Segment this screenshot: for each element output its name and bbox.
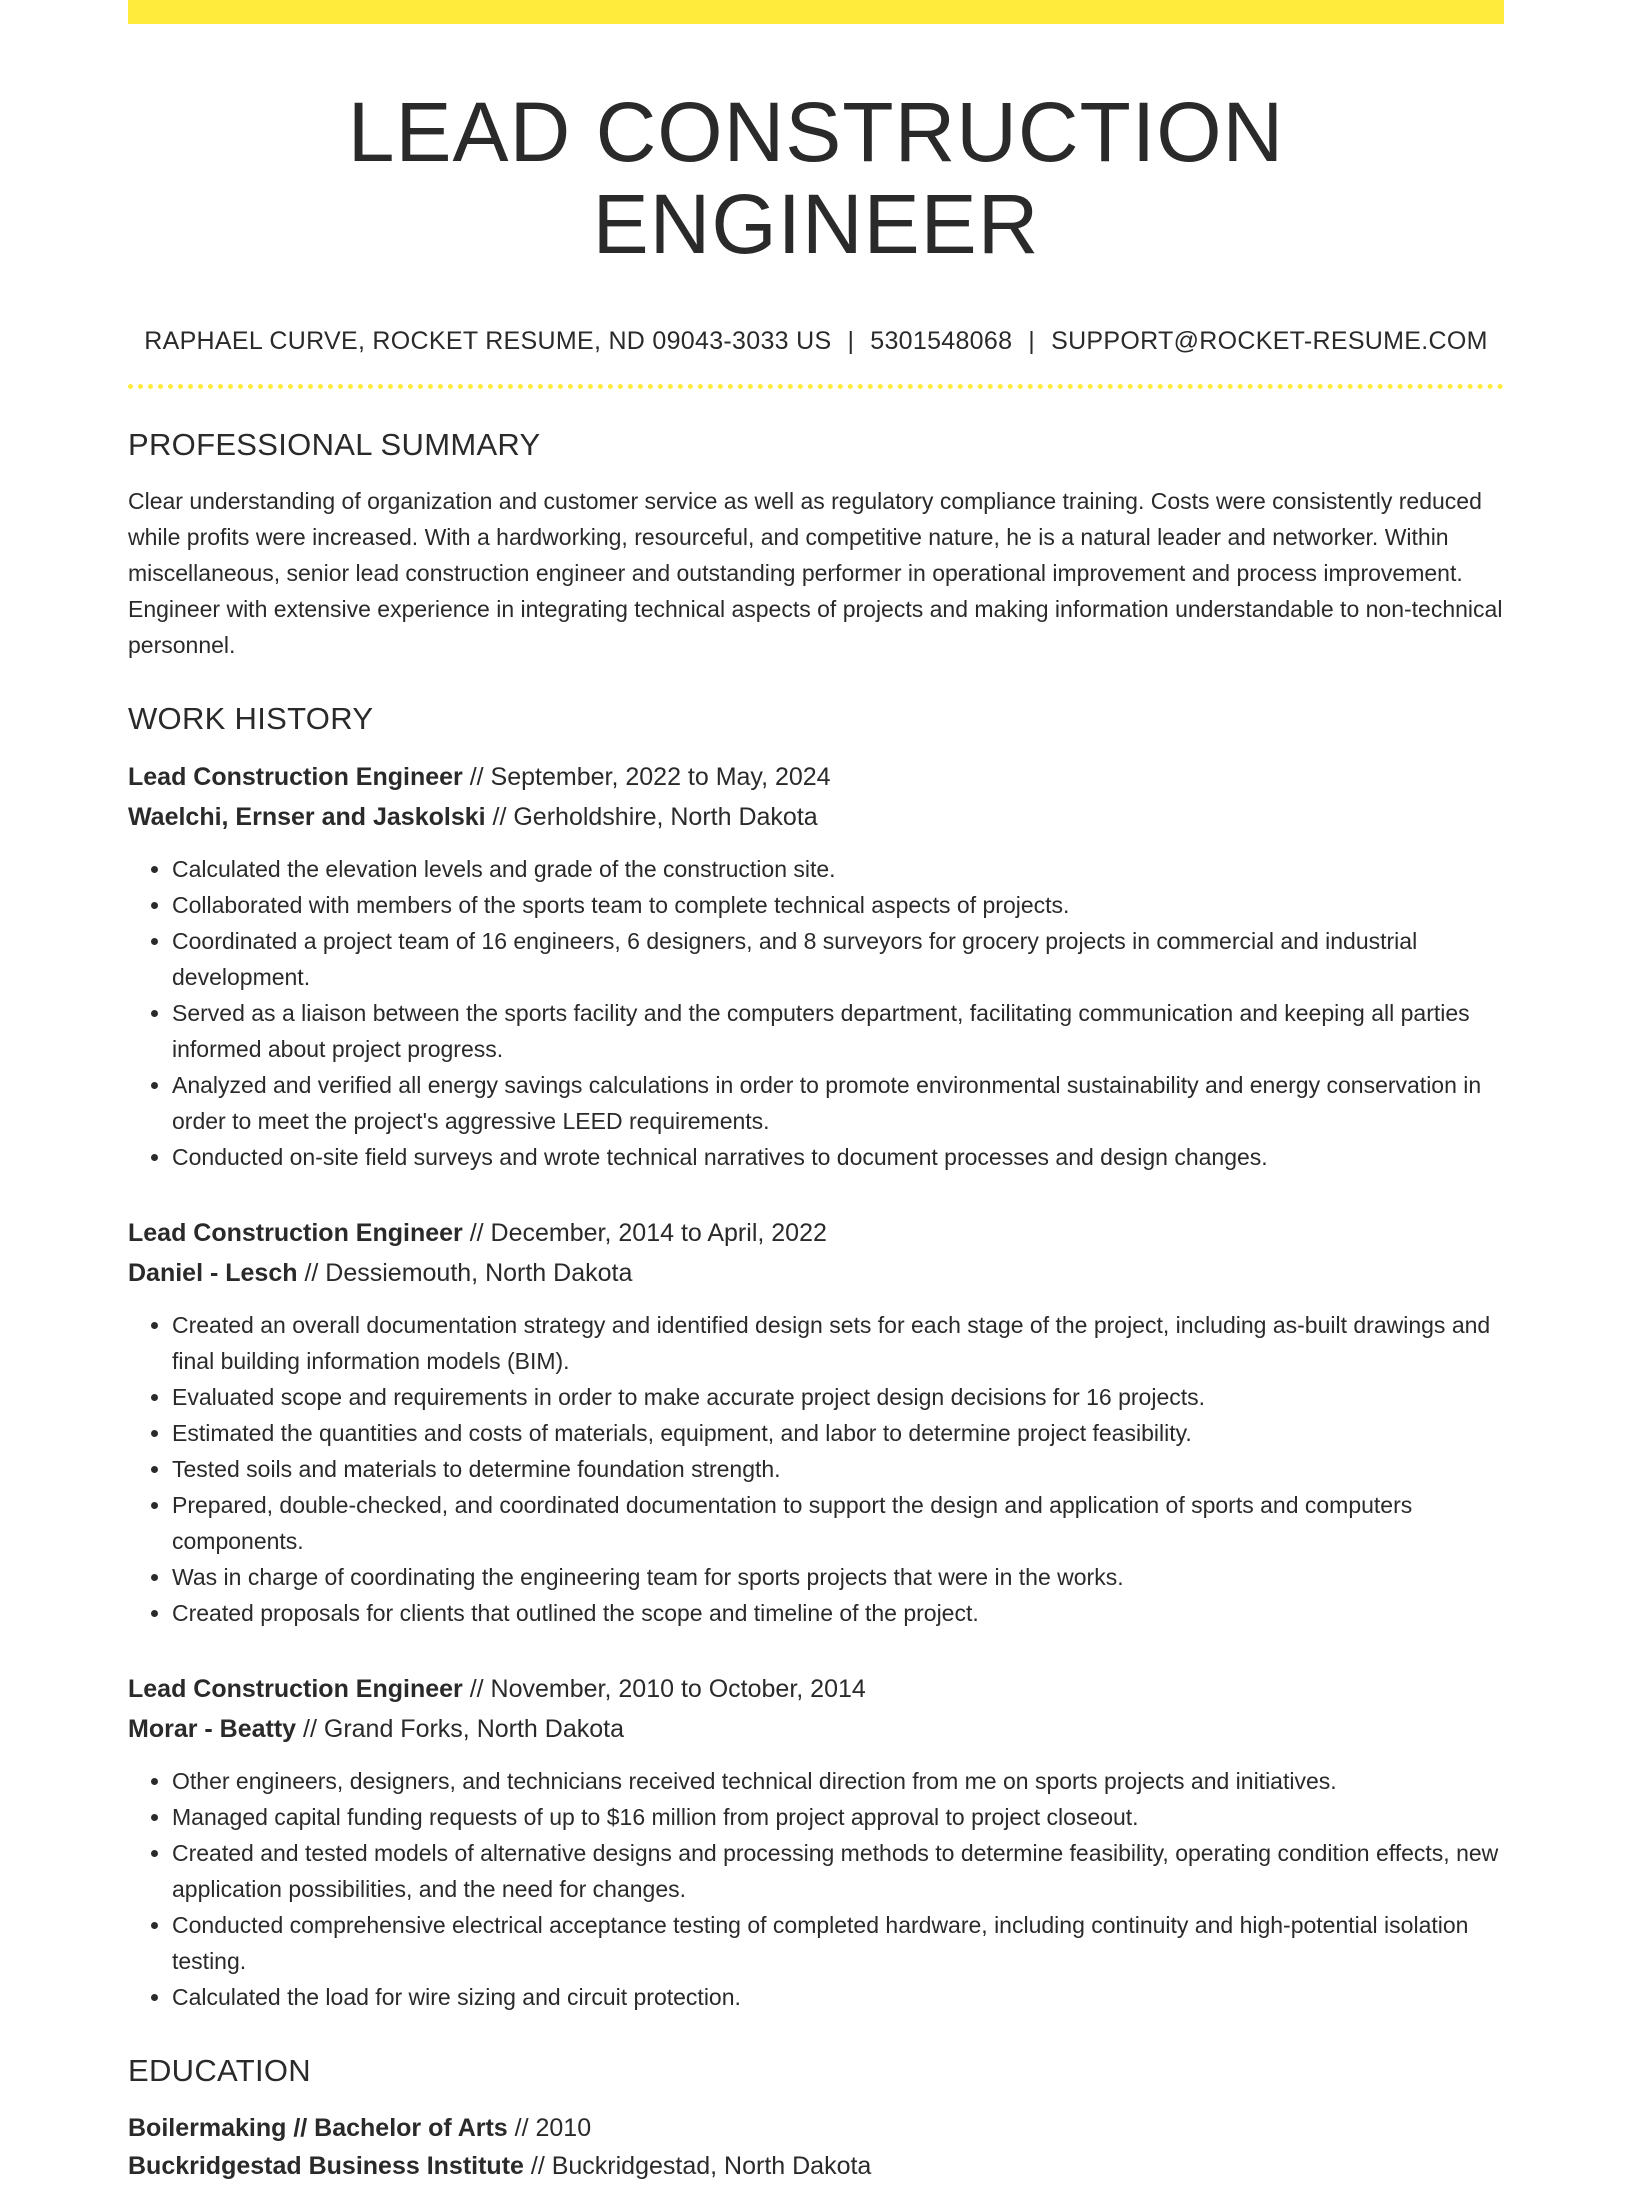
job-bullet: • Was in charge of coordinating the engineering team for sports projects that were in the works. (172, 1559, 1504, 1595)
job-bullet: • Created proposals for clients that outlined the scope and timeline of the project. (172, 1595, 1504, 1631)
job-dates: // November, 2010 to October, 2014 (462, 1674, 866, 1703)
job-title-line (128, 1669, 1504, 1709)
job-bullets (128, 1763, 1504, 2015)
contact-separator: | (1028, 326, 1036, 355)
job-company: Morar - Beatty (128, 1714, 297, 1743)
contact-email[interactable]: SUPPORT@ROCKET-RESUME.COM (1051, 326, 1488, 355)
education-heading: EDUCATION (128, 2052, 311, 2088)
job-bullet: • Managed capital funding requests of up to $16 million from project approval to project closeout. (172, 1799, 1504, 1835)
job-bullet: • Tested soils and materials to determine foundation strength. (172, 1451, 1504, 1487)
job-bullet: • Collaborated with members of the sports team to complete technical aspects of projects. (172, 887, 1504, 923)
contact-line (128, 327, 1504, 356)
job-entry (128, 1213, 1504, 1631)
resume-page (128, 0, 1504, 2185)
contact-phone[interactable]: 5301548068 (870, 326, 1013, 355)
contact-address: RAPHAEL CURVE, ROCKET RESUME, ND 09043-3033 US (144, 326, 832, 355)
dotted-divider (128, 384, 1504, 389)
job-title-line (128, 1213, 1504, 1253)
job-title-line (128, 757, 1504, 797)
job-bullet: • Calculated the elevation levels and grade of the construction site. (172, 851, 1504, 887)
work-history-heading: WORK HISTORY (128, 700, 374, 736)
job-bullet: • Calculated the load for wire sizing and circuit protection. (172, 1979, 1504, 2015)
job-location: // Gerholdshire, North Dakota (485, 802, 818, 831)
job-company-line (128, 1253, 1504, 1293)
job-entry (128, 757, 1504, 1175)
job-bullet: • Other engineers, designers, and technicians received technical direction from me on sports projects and initiatives. (172, 1763, 1504, 1799)
job-bullet: • Conducted on-site field surveys and wrote technical narratives to document processes and design changes. (172, 1139, 1504, 1175)
job-company-line (128, 1709, 1504, 1749)
job-dates: // September, 2022 to May, 2024 (462, 762, 831, 791)
job-bullet: • Coordinated a project team of 16 engineers, 6 designers, and 8 surveyors for grocery projects in commercial and industrial development. (172, 923, 1504, 995)
job-company: Daniel - Lesch (128, 1258, 298, 1287)
job-bullet: • Created and tested models of alternative designs and processing methods to determine feasibility, operating condition effects, new application possibilities, and the need for changes. (172, 1835, 1504, 1907)
job-company-line (128, 797, 1504, 837)
job-bullet: • Created an overall documentation strategy and identified design sets for each stage of the project, including as-built drawings and final building information models (BIM). (172, 1307, 1504, 1379)
job-bullets (128, 851, 1504, 1175)
job-title: Lead Construction Engineer (128, 1218, 463, 1247)
contact-separator: | (847, 326, 855, 355)
education-degree-line (128, 2109, 1504, 2147)
education-school: Buckridgestad Business Institute (128, 2151, 524, 2180)
job-location: // Grand Forks, North Dakota (296, 1714, 624, 1743)
job-bullet: • Prepared, double-checked, and coordinated documentation to support the design and application of sports and computers components. (172, 1487, 1504, 1559)
job-bullet: • Served as a liaison between the sports facility and the computers department, facilitating communication and keeping all parties informed about project progress. (172, 995, 1504, 1067)
job-dates: // December, 2014 to April, 2022 (462, 1218, 827, 1247)
education-location: // Buckridgestad, North Dakota (523, 2151, 872, 2180)
job-title: Lead Construction Engineer (128, 762, 463, 791)
job-bullet: • Analyzed and verified all energy savings calculations in order to promote environmental sustainability and energy conservation in order to meet the project's aggressive LEED requirements. (172, 1067, 1504, 1139)
summary-text: Clear understanding of organization and customer service as well as regulatory compliance training. Costs were consistently reduced while profits were increased. With a hardworking, resourceful, and competitive nature, he is a natural leader and networker. Within miscellaneous, senior lead construction engineer and outstanding performer in operational improvement and process improvement. Engineer with extensive experience in integrating technical aspects of projects and making information understandable to non-technical personnel. (128, 487, 1503, 658)
summary-heading: PROFESSIONAL SUMMARY (128, 426, 541, 462)
job-bullet: • Estimated the quantities and costs of materials, equipment, and labor to determine project feasibility. (172, 1415, 1504, 1451)
job-location: // Dessiemouth, North Dakota (297, 1258, 633, 1287)
job-company: Waelchi, Ernser and Jaskolski (128, 802, 486, 831)
education-school-line (128, 2147, 1504, 2185)
job-entry (128, 1669, 1504, 2015)
job-bullet: • Conducted comprehensive electrical acceptance testing of completed hardware, including continuity and high-potential isolation testing. (172, 1907, 1504, 1979)
education-year: // 2010 (507, 2113, 592, 2142)
resume-title: LEAD CONSTRUCTION ENGINEER (347, 85, 1285, 272)
education-degree: Boilermaking // Bachelor of Arts (128, 2113, 508, 2142)
job-bullet: • Evaluated scope and requirements in order to make accurate project design decisions for 16 projects. (172, 1379, 1504, 1415)
accent-top-bar (128, 0, 1504, 24)
job-title: Lead Construction Engineer (128, 1674, 463, 1703)
job-bullets (128, 1307, 1504, 1631)
